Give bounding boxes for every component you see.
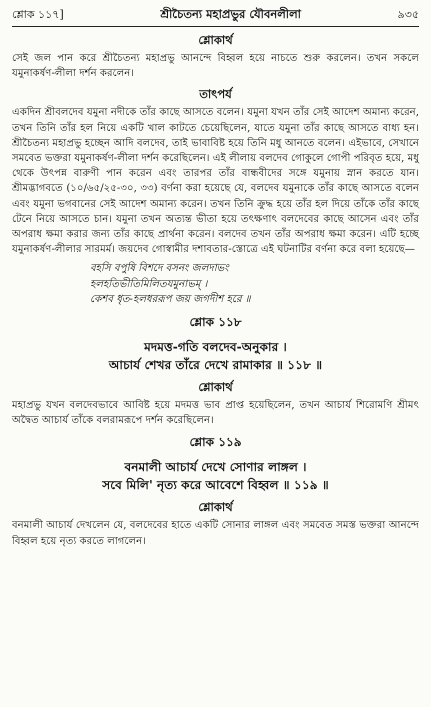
translation-heading-2: শ্লোকার্থ <box>198 379 233 394</box>
quote-line: কেশব ধৃত-হলধররূপ জয় জগদীশ হরে ॥ <box>90 294 251 306</box>
verse-line: বনমালী আচার্য দেখে সোণার লাঙ্গল । <box>124 460 307 475</box>
translation-heading-3: শ্লোকার্থ <box>198 500 233 515</box>
page-number: ৯৩৫ <box>397 8 419 21</box>
page-header <box>12 6 419 27</box>
translation-text-1: সেই জল পান করে শ্রীচৈতন্য মহাপ্রভু আনন্দে বিহ্বল হয়ে নাচতে শুরু করলেন। তখন সকলে যমুনাকর্ষণ-লীলা দর্শন করলেন। <box>12 53 419 80</box>
sloka-118-label: শ্লোক ১১৮ <box>189 314 242 329</box>
header-verse-ref: শ্লোক ১১৭] <box>12 8 64 21</box>
translation-heading-1: শ্লোকার্থ <box>198 33 233 47</box>
verse-line: সবে মিলি' নৃত্য করে আবেশে বিহ্বল ॥ ১১৯ ॥ <box>102 478 329 493</box>
purport-heading: তাৎপর্য <box>199 87 232 102</box>
verse-line: মদমত্ত-গতি বলদেব-অনুকার । <box>144 339 287 354</box>
translation-text-2: মহাপ্রভু যখন বলদেবভাবে আবিষ্ট হয়ে মদমত্ত ভাব প্রাপ্ত হয়েছিলেন, তখন আচার্য শিরোমণি শ্রীমৎ অদ্বৈত আচার্য তাঁকে বলরামরূপে দর্শন করেছিলেন। <box>12 399 419 427</box>
quote-line: হলহতিভীতিমিলিতযমুনাভম্ । <box>90 278 208 290</box>
sloka-118-verse <box>12 338 419 374</box>
header-title: শ্রীচৈতন্য মহাপ্রভুর যৌবনলীলা <box>160 7 301 21</box>
sloka-119-verse <box>12 458 419 494</box>
quote-line: বহসি বপুষি বিশদে বসনং জলদাভং <box>90 263 229 275</box>
jayadeva-quote <box>12 261 419 308</box>
sloka-119-label: শ্লোক ১১৯ <box>189 435 242 450</box>
translation-text-3: বনমালী আচার্য দেখলেন যে, বলদেবের হাতে একটি সোনার লাঙ্গল এবং সমবেত সমস্ত ভক্তরা আনন্দে বিহ্বল হয়ে নৃত্য করতে লাগলেন। <box>12 520 419 547</box>
verse-line: আচার্য শেখর তাঁরে দেখে রামাকার ॥ ১১৮ ॥ <box>108 357 323 372</box>
purport-text: একদিন শ্রীবলদেব যমুনা নদীকে তাঁর কাছে আসতে বলেন। যমুনা যখন তাঁর সেই আদেশ অমান্য করেন, তখন তিনি তাঁর হল নিয়ে একটি খাল কাটতে চেয়েছিলেন, যাতে যমুনা তাঁর কাছে আসতে বাধ্য হন। শ্রীচৈতন্য মহাপ্রভু হচ্ছেন আদি বলদেব, তাই ভাবাবিষ্ট হয়ে তিনি মধু আনতে বলেন। এইভাবে, সেখানে সমবেত ভক্তরা যমুনাকর্ষণ-লীলা দর্শন করেছিলেন। এই লীলায় বলদেব গোকুলে গোপী পরিবৃত হয়ে, মধু থেকে উৎপন্ন বারুণী পান করেন এবং তারপর তাঁর বান্ধবীদের সঙ্গে যমুনায় স্নান করতে যান। শ্রীমদ্ভাগবতে (১০/৬৫/২৫-৩০, ৩৩) বর্ণনা করা হয়েছে যে, বলদেব যমুনাকে তাঁর কাছে আসতে বলেন এবং যমুনা ভগবানের সেই আদেশ অমান্য করেন। তখন তিনি ক্রুদ্ধ হয়ে তাঁর হল দিয়ে তাঁকে তাঁর কাছে টেনে নিয়ে আসতে চান। যমুনা তখন অত্যন্ত ভীতা হয়ে তৎক্ষণাৎ বলদেবের কাছে আসেন এবং তাঁর অপরাধ ক্ষমা করার জন্য তাঁর কাছে প্রার্থনা করেন। বলদেব তখন তাঁর অপরাধ ক্ষমা করেন। এটি হচ্ছে যমুনাকর্ষণ-লীলার সারমর্ম। জয়দেব গোস্বামীর দশাবতার-স্তোত্রে এই ঘটনাটির বর্ণনা করে বলা হয়েছে— <box>12 107 419 256</box>
